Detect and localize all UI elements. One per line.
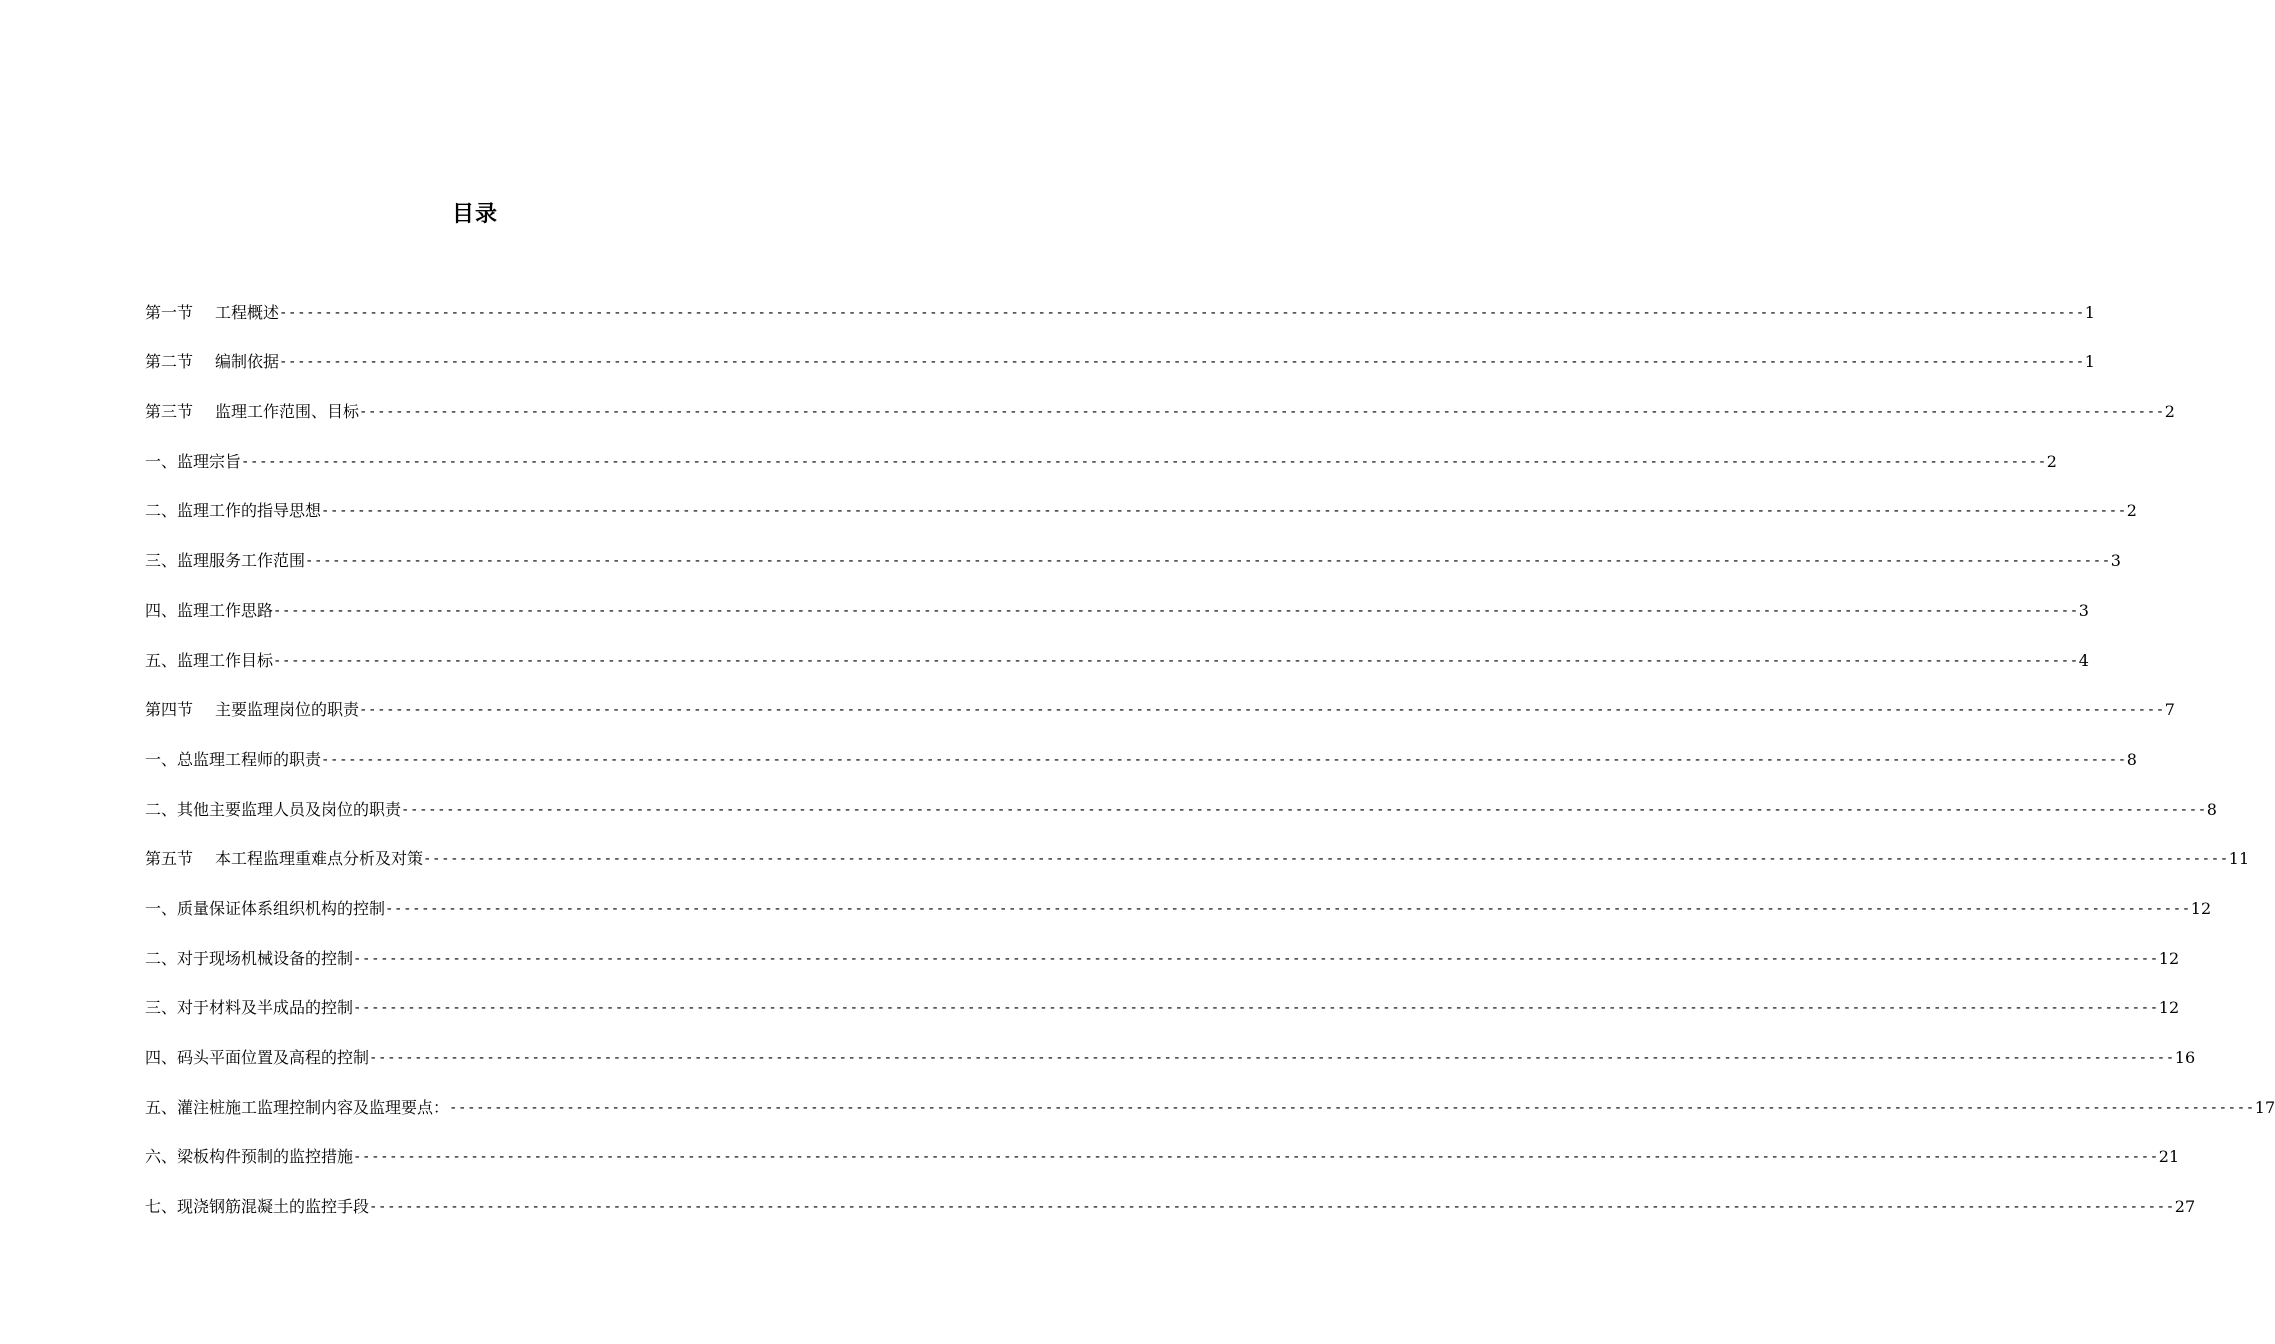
toc-entry-prefix: 第五节: [145, 849, 194, 869]
toc-entry-label: [145, 945, 353, 973]
toc-entry-text: 工程概述: [215, 302, 280, 322]
toc-leader: --------------------------------------------------------------------------------------------------------------------------------------------------------------------------------------------------------: [369, 1050, 2175, 1066]
toc-leader: --------------------------------------------------------------------------------------------------------------------------------------------------------------------------------------------------------: [321, 503, 2127, 520]
toc-leader: --------------------------------------------------------------------------------------------------------------------------------------------------------------------------------------------------------: [273, 652, 2079, 669]
toc-entry-prefix: 第一节: [145, 302, 194, 322]
toc-page-number: 2: [2126, 501, 2137, 521]
toc-entry-text: 本工程监理重难点分析及对策: [215, 849, 424, 869]
toc-page-number: 17: [2254, 1097, 2275, 1117]
toc-leader: --------------------------------------------------------------------------------------------------------------------------------------------------------------------------------------------------------: [385, 900, 2191, 917]
toc-page-number: 21: [2158, 1147, 2180, 1167]
toc-entry-text: 三、监理服务工作范围: [145, 551, 306, 571]
toc-entry-label: [145, 1193, 369, 1221]
toc-page-number: 12: [2158, 998, 2180, 1018]
toc-page-number: 3: [2110, 551, 2121, 571]
toc-page-number: 7: [2164, 700, 2175, 720]
toc-entry[interactable]: [145, 625, 2089, 675]
toc-entry-label: [145, 348, 279, 376]
toc-entry-text: 编制依据: [215, 352, 280, 372]
toc-entry-label: [145, 1094, 449, 1122]
toc-leader: --------------------------------------------------------------------------------------------------------------------------------------------------------------------------------------------------------: [449, 1099, 2255, 1116]
toc-leader: --------------------------------------------------------------------------------------------------------------------------------------------------------------------------------------------------------: [401, 801, 2207, 818]
toc-entry[interactable]: [145, 824, 2250, 874]
toc-entry[interactable]: [145, 1122, 2180, 1172]
toc-page-number: 8: [2126, 749, 2137, 769]
toc-entry-text: 二、监理工作的指导思想: [145, 501, 322, 521]
toc-leader: --------------------------------------------------------------------------------------------------------------------------------------------------------------------------------------------------------: [279, 354, 2085, 371]
toc-entry-text: 监理工作范围、目标: [215, 402, 360, 422]
table-of-contents: [145, 277, 2275, 1221]
toc-entry-text: 六、梁板构件预制的监控措施: [145, 1147, 354, 1167]
toc-entry[interactable]: [145, 426, 2057, 476]
toc-entry[interactable]: [145, 774, 2217, 824]
toc-entry-prefix: 第四节: [145, 700, 194, 720]
toc-entry-label: [145, 1143, 353, 1171]
toc-entry-text: 一、总监理工程师的职责: [145, 749, 322, 769]
toc-leader: --------------------------------------------------------------------------------------------------------------------------------------------------------------------------------------------------------: [359, 702, 2165, 719]
toc-leader: --------------------------------------------------------------------------------------------------------------------------------------------------------------------------------------------------------: [359, 404, 2165, 421]
toc-entry-text: 五、监理工作目标: [145, 650, 274, 670]
toc-leader: --------------------------------------------------------------------------------------------------------------------------------------------------------------------------------------------------------: [353, 950, 2159, 967]
toc-leader: --------------------------------------------------------------------------------------------------------------------------------------------------------------------------------------------------------: [273, 602, 2079, 619]
toc-leader: --------------------------------------------------------------------------------------------------------------------------------------------------------------------------------------------------------: [305, 553, 2111, 570]
toc-entry-text: 五、灌注桩施工监理控制内容及监理要点：: [145, 1097, 450, 1117]
toc-entry-text: 三、对于材料及半成品的控制: [145, 998, 354, 1018]
toc-entry[interactable]: [145, 575, 2089, 625]
toc-entry-text: 四、监理工作思路: [145, 600, 274, 620]
toc-entry-label: [145, 497, 321, 525]
page-title: 目录: [451, 201, 498, 227]
toc-entry[interactable]: [145, 327, 2095, 377]
toc-page-number: 12: [2158, 948, 2180, 968]
toc-page-number: 27: [2174, 1197, 2196, 1217]
toc-entry-text: 主要监理岗位的职责: [215, 700, 360, 720]
toc-leader: --------------------------------------------------------------------------------------------------------------------------------------------------------------------------------------------------------: [321, 751, 2127, 768]
toc-entry[interactable]: [145, 724, 2137, 774]
toc-entry[interactable]: [145, 923, 2180, 973]
toc-entry-text: 一、质量保证体系组织机构的控制: [145, 898, 386, 918]
toc-leader: --------------------------------------------------------------------------------------------------------------------------------------------------------------------------------------------------------: [241, 453, 2047, 470]
toc-entry[interactable]: [145, 1171, 2196, 1221]
toc-entry-text: 四、码头平面位置及高程的控制: [145, 1048, 370, 1067]
toc-entry-label: [145, 746, 321, 774]
toc-entry-label: [145, 398, 359, 426]
toc-page-number: 11: [2228, 849, 2250, 869]
toc-page-number: 3: [2078, 600, 2089, 620]
toc-entry-label: [145, 796, 401, 824]
toc-leader: --------------------------------------------------------------------------------------------------------------------------------------------------------------------------------------------------------: [423, 851, 2229, 868]
toc-entry-text: 二、对于现场机械设备的控制: [145, 948, 354, 968]
toc-entry-label: [145, 845, 423, 873]
toc-entry[interactable]: [145, 1022, 2196, 1072]
toc-entry[interactable]: [145, 973, 2180, 1023]
toc-page-number: 4: [2078, 650, 2089, 670]
toc-entry[interactable]: [145, 525, 2121, 575]
toc-leader: --------------------------------------------------------------------------------------------------------------------------------------------------------------------------------------------------------: [353, 1149, 2159, 1166]
toc-entry-label: [145, 547, 305, 575]
toc-leader: --------------------------------------------------------------------------------------------------------------------------------------------------------------------------------------------------------: [369, 1199, 2175, 1216]
toc-entry[interactable]: [145, 376, 2175, 426]
toc-entry-text: 二、其他主要监理人员及岗位的职责: [145, 799, 402, 819]
toc-entry-prefix: 第二节: [145, 352, 194, 372]
toc-page-number: 12: [2190, 898, 2212, 918]
toc-entry[interactable]: [145, 277, 2095, 327]
toc-page-number: 2: [2046, 451, 2057, 471]
toc-entry[interactable]: [145, 1072, 2275, 1122]
toc-entry[interactable]: [145, 476, 2137, 526]
toc-entry-prefix: 第三节: [145, 402, 194, 422]
toc-entry-label: [145, 597, 273, 625]
toc-page-number: 1: [2084, 352, 2095, 372]
toc-entry-label: [145, 448, 241, 476]
toc-page-number: 16: [2174, 1048, 2196, 1067]
toc-leader: --------------------------------------------------------------------------------------------------------------------------------------------------------------------------------------------------------: [353, 1000, 2159, 1017]
toc-page-number: 1: [2084, 302, 2095, 322]
toc-entry-label: [145, 895, 385, 923]
toc-entry-label: [145, 299, 279, 327]
toc-entry-text: 一、监理宗旨: [145, 451, 242, 471]
toc-entry-label: [145, 696, 359, 724]
toc-page-number: 2: [2164, 402, 2175, 422]
toc-entry-label: [145, 647, 273, 675]
toc-entry[interactable]: [145, 675, 2175, 725]
toc-entry-label: [145, 994, 353, 1022]
toc-entry-label: [145, 1044, 369, 1072]
toc-leader: --------------------------------------------------------------------------------------------------------------------------------------------------------------------------------------------------------: [279, 304, 2085, 321]
toc-entry-text: 七、现浇钢筋混凝土的监控手段: [145, 1197, 370, 1217]
toc-entry[interactable]: [145, 873, 2212, 923]
toc-page-number: 8: [2206, 799, 2217, 819]
